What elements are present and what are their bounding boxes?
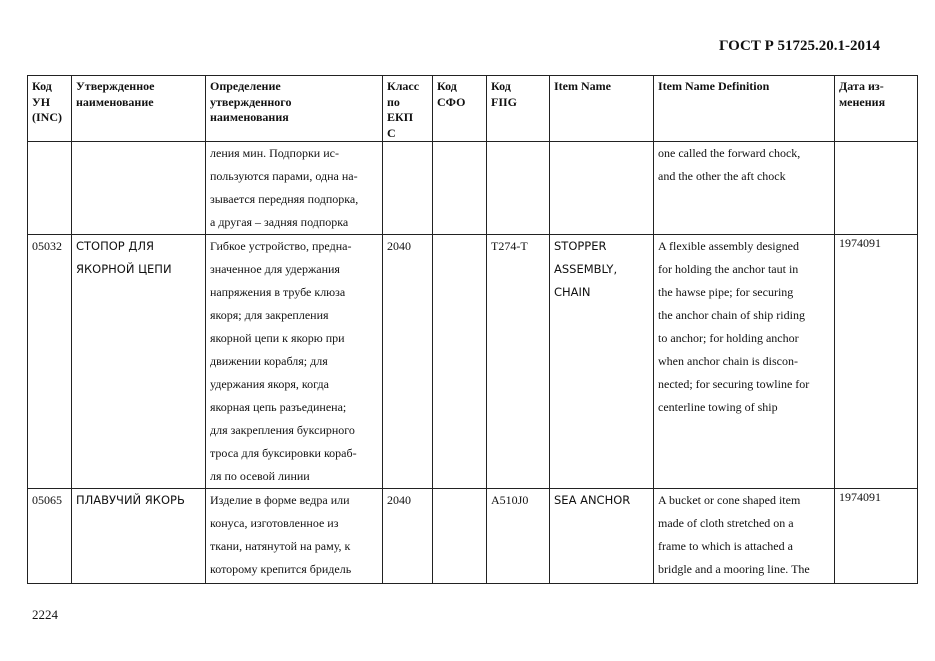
cell-definition: ления мин. Подпорки ис- пользуются парами, одна на- зывается передняя подпорка, а другая – задняя подпорка [206,142,383,235]
cell-definition: Изделие в форме ведра или конуса, изготовленное из ткани, натянутой на раму, к которому крепится бридель [206,489,383,584]
document-standard-header: ГОСТ Р 51725.20.1-2014 [719,38,881,54]
cell-item-name: STOPPER ASSEMBLY, CHAIN [550,235,654,489]
cell-inc: 05065 [28,489,72,584]
cell-change-date: 1974091 [835,235,918,489]
cell-item-name [550,142,654,235]
cell-approved-name: СТОПОР ДЛЯ ЯКОРНОЙ ЦЕПИ [72,235,206,489]
column-header-inc: Код УН (INC) [28,76,72,142]
cell-definition: Гибкое устройство, предна- значенное для удержания напряжения в трубе клюза якоря; для закрепления якорной цепи к якорю при движении корабля; для удержания якоря, когда якорная цепь разъединена; для закрепления буксирного троса для буксировки кораб- ля по осевой линии [206,235,383,489]
cell-inc [28,142,72,235]
column-header-sfo: Код СФО [433,76,487,142]
cell-class: 2040 [383,235,433,489]
cell-sfo [433,489,487,584]
table-row [28,142,918,235]
page-number: 2224 [32,607,58,622]
column-header-class: Класс по ЕКП С [383,76,433,142]
column-header-approved-name: Утвержденное наименование [72,76,206,142]
cell-fiig: T274-T [487,235,550,489]
cell-change-date: 1974091 [835,489,918,584]
table-row [28,489,918,584]
column-header-definition: Определение утвержденного наименования [206,76,383,142]
table-header-row [28,76,918,142]
column-header-item-name: Item Name [550,76,654,142]
cell-class: 2040 [383,489,433,584]
cell-class [383,142,433,235]
cell-item-name: SEA ANCHOR [550,489,654,584]
column-header-fiig: Код FIIG [487,76,550,142]
cell-approved-name [72,142,206,235]
cell-fiig: A510J0 [487,489,550,584]
column-header-item-definition: Item Name Definition [654,76,835,142]
cell-sfo [433,235,487,489]
cell-sfo [433,142,487,235]
cell-change-date [835,142,918,235]
cell-inc: 05032 [28,235,72,489]
nomenclature-table [27,75,918,584]
table-row [28,235,918,489]
column-header-change-date: Дата из- менения [835,76,918,142]
cell-item-definition: one called the forward chock, and the other the aft chock [654,142,835,235]
cell-item-definition: A bucket or cone shaped item made of cloth stretched on a frame to which is attached a bridgle and a mooring line. The [654,489,835,584]
cell-item-definition: A flexible assembly designed for holding the anchor taut in the hawse pipe; for securing the anchor chain of ship riding to anchor; for holding anchor when anchor chain is discon- nected; for securing towline for centerline towing of ship [654,235,835,489]
cell-fiig [487,142,550,235]
cell-approved-name: ПЛАВУЧИЙ ЯКОРЬ [72,489,206,584]
